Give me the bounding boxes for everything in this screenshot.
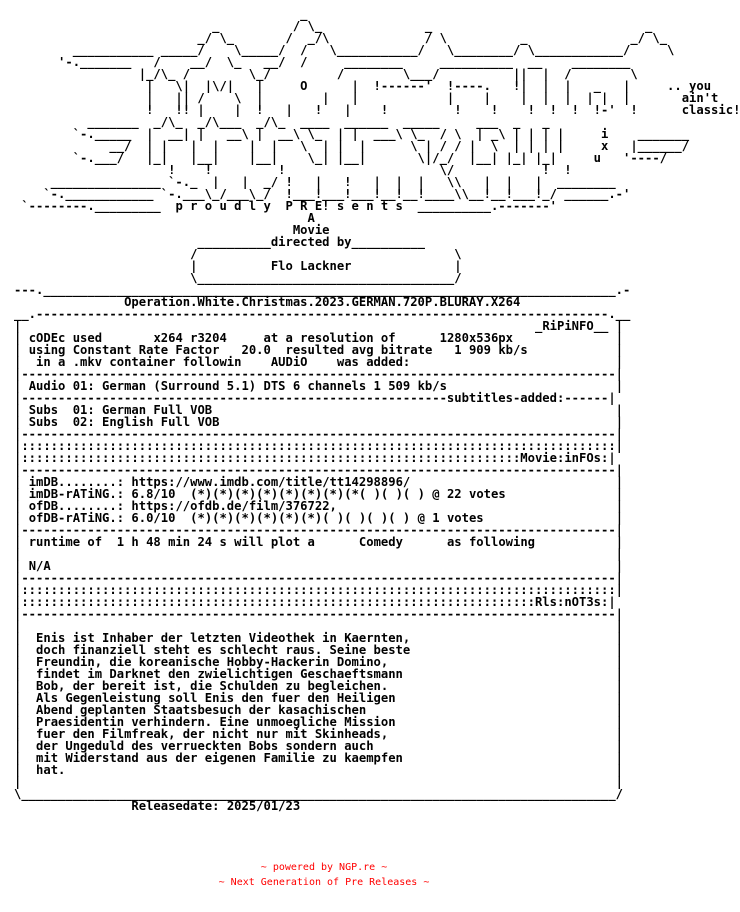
section-release-notes: Rls:nOT3s: bbox=[534, 595, 609, 609]
ascii-art-line: _______ _/\_ _/\___ _/\_ ____ ______ _____ ___ _ _ bbox=[14, 115, 624, 129]
release-notes-line: Als Gegenleistung soll Enis den fuer den Heiligen bbox=[36, 691, 396, 705]
release-notes-line: Bob, der bereit ist, die Schulden zu begleichen. bbox=[36, 679, 389, 693]
nfo-text-block: _ _ / \_ _ _ _/ \_ / _/\ / \ _ _/ \_ ___________ _____/ \_____/ / \___________/ \________/ \____________/ \ '-._______ / __/ \_ __/ / ________ __________ __ ________ |_/\_ / \_/ / \___/ || | / \ | \| |\/| | O | !------' !----. !| | | _ | .. you | || / \ | | | | | | | | | | | ain't ! !! | | ! | ! | ! ! ! ! ! ! !-' ! classic! _______ _/\_ _/\___ _/\_ ____ ______ _____ ___ _ _ `-._____ | __| | __\ | __\ \_ | | ___\ \_ / \ | _\ | | | | i _______ __/ | | | | | | \ | | | \ | / / | \ | | | | x |______/ `-.___/ |_| |__| |__| \_| |__| \|/_/ |__| |_| |_| u '----/ ! ! ! \/ ! ! _______________ `-._ | | _/ ! | ! | | | \\ | | | ________ `-.____________ `-.___\_/___\_/ !___!___!___!__!__!____\\__!__!___!_/ ______.-' `--------._________ p r o u d l y P R E! s e n t s __________.-------' A Movie __________directed by__________ / \ | Flo Lackner | \___________________________________/ ---.______________________________________________________________________________.- Operation.White.Christmas.2023.GERMAN.720P.BLURAY.X264 __.------------------------------------------------------------------------------.__ | _RiPiNFO__ | | cODEc used x264 r3204 at a resolution of 1280x536px | | using Constant Rate Factor 20.0 resulted avg bitrate 1 909 kb/s | | in a .mkv container followin AUDiO was added: | |---------------------------------------------------------------------------------| | Audio 01: German (Surround 5.1) DTS 6 channels 1 509 kb/s | |----------------------------------------------------------subtitles-added:------| | Subs 01: German Full VOB | | Subs 02: English Full VOB | |---------------------------------------------------------------------------------| |:::::::::::::::::::::::::::::::::::::::::::::::::::::::::::::::::::::::::::::::::| |::::::::::::::::::::::::::::::::::::::::::::::::::::::::::::::::::::Movie:inFOs:| |---------------------------------------------------------------------------------| | imDB........: https://www.imdb.com/title/tt14298896/ | | imDB-rATiNG.: 6.8/10 (*)(*)(*)(*)(*)(*)(*)(*( )( )( ) @ 22 votes | | ofDB........: https://ofdb.de/film/376722, | | ofDB-rATiNG.: 6.0/10 (*)(*)(*)(*)(*)(*)( )( )( )( ) @ 1 votes | |---------------------------------------------------------------------------------| | runtime of 1 h 48 min 24 s will plot a Comedy as following | | | | N/A | |---------------------------------------------------------------------------------| |:::::::::::::::::::::::::::::::::::::::::::::::::::::::::::::::::::::::::::::::::| |::::::::::::::::::::::::::::::::::::::::::::::::::::::::::::::::::::::Rls:nOT3s:| |---------------------------------------------------------------------------------| | | | Enis ist Inhaber der letzten Videothek in Kaernten, | | doch finanziell steht es schlecht raus. Seine beste | | Freundin, die koreanische Hobby-Hackerin Domino, | | findet im Darknet den zwielichtigen Geschaeftsmann | | Bob, der bereit ist, die Schulden zu begleichen. | | Als Gegenleistung soll Enis den fuer den Heiligen | | Abend geplanten Staatsbesuch der kasachischen | | Praesidentin verhindern. Eine unmoegliche Mission | | fuer den Filmfreak, der nicht nur mit Skinheads, | | der Ungeduld des verrueckten Bobs sondern auch | | mit Widerstand aus der eigenen Familie zu kaempfen | | hat. | | | \_________________________________________________________________________________/ Releasedate: 2025/01/23 bbox=[14, 7, 740, 813]
ascii-art-line: _/ \_ / _/\ / \ _ _/ \_ bbox=[14, 31, 668, 45]
imdb-rating-value: 6.8/10 bbox=[131, 487, 176, 501]
presents-movie: Movie bbox=[292, 223, 330, 237]
release-notes-line: Enis ist Inhaber der letzten Videothek in Kaernten, bbox=[36, 631, 411, 645]
release-notes-line: findet im Darknet den zwielichtigen Geschaeftsmann bbox=[36, 667, 403, 681]
ofdb-label: ofDB........: bbox=[28, 499, 125, 513]
bitrate-label: resulted avg bitrate bbox=[285, 343, 433, 357]
crf-label: using Constant Rate Factor bbox=[28, 343, 220, 357]
release-notes-line: Abend geplanten Staatsbesuch der kasachischen bbox=[36, 703, 367, 717]
section-subtitles: subtitles-added: bbox=[446, 391, 565, 405]
ascii-art-line: ! ! ! \/ ! ! bbox=[14, 163, 572, 177]
ascii-art-line: _ / \_ _ _ bbox=[14, 19, 653, 33]
ascii-art-line: __/ | | | | | | \ | | | \ | / / | \ | | | | x |______/ bbox=[14, 139, 690, 153]
added-text: was added: bbox=[336, 355, 411, 369]
imdb-votes: @ 22 votes bbox=[432, 487, 506, 501]
codec-label: cODEc used bbox=[28, 331, 103, 345]
ofdb-votes: @ 1 votes bbox=[417, 511, 484, 525]
ascii-art-line: | \| |\/| | O | !------' !----. !| | | _ | .. you bbox=[14, 79, 712, 93]
director-name: Flo Lackner bbox=[270, 259, 352, 273]
release-notes-line: Praesidentin verhindern. Eine unmoegliche Mission bbox=[36, 715, 396, 729]
imdb-label: imDB........: bbox=[28, 475, 125, 489]
directed-by-label: directed by bbox=[270, 235, 352, 249]
release-notes-line: mit Widerstand aus der eigenen Familie zu kaempfen bbox=[36, 751, 403, 765]
release-notes-line: Freundin, die koreanische Hobby-Hackerin Domino, bbox=[36, 655, 389, 669]
resolution-value: 1280x536px bbox=[439, 331, 513, 345]
ascii-art-line: _______________ `-._ | | _/ ! | ! | | | \\ | | | ________ bbox=[14, 175, 616, 189]
section-movie-info: Movie:inFOs: bbox=[520, 451, 609, 465]
ascii-art-line: `-.___/ |_| |__| |__| \_| |__| \|/_/ |__| |_| |_| u '----/ bbox=[14, 151, 668, 165]
ascii-art-line: ___________ _____/ \_____/ / \___________/ \________/ \____________/ \ bbox=[14, 43, 675, 57]
footer-tagline: ~ Next Generation of Pre Releases ~ bbox=[218, 877, 430, 888]
imdb-rating-label: imDB-rATiNG.: bbox=[28, 487, 125, 501]
ofdb-url: https://ofdb.de/film/376722, bbox=[131, 499, 337, 513]
subtitle-track-1: Subs 01: German Full VOB bbox=[28, 403, 213, 417]
imdb-rating-stars: (*)(*)(*)(*)(*)(*)(*)(*( )( )( ) bbox=[190, 487, 425, 501]
container-text: in a .mkv container followin bbox=[36, 355, 242, 369]
ascii-art-line: |_/\_ / \_/ / \___/ || | / \ bbox=[14, 67, 638, 81]
ofdb-rating-value: 6.0/10 bbox=[131, 511, 176, 525]
release-notes-line: der Ungeduld des verrueckten Bobs sondern auch bbox=[36, 739, 374, 753]
codec-value: x264 r3204 bbox=[153, 331, 227, 345]
ofdb-rating-stars: (*)(*)(*)(*)(*)(*)( )( )( )( ) bbox=[190, 511, 411, 525]
imdb-url: https://www.imdb.com/title/tt14298896/ bbox=[131, 475, 411, 489]
bitrate-value: 1 909 kb/s bbox=[454, 343, 528, 357]
release-name: Operation.White.Christmas.2023.GERMAN.720P.BLURAY.X264 bbox=[124, 295, 521, 309]
release-notes-line: hat. bbox=[36, 763, 66, 777]
ofdb-rating-label: ofDB-rATiNG.: bbox=[28, 511, 125, 525]
release-date-value: 2025/01/23 bbox=[226, 799, 301, 813]
as-following: as following bbox=[446, 535, 536, 549]
resolution-label: at a resolution of bbox=[263, 331, 396, 345]
ascii-art-line: ! !! | | ! | ! | ! ! ! ! ! ! !-' ! classic! bbox=[14, 103, 740, 117]
ascii-art-line: _ bbox=[14, 7, 440, 21]
subtitle-track-2: Subs 02: English Full VOB bbox=[28, 415, 220, 429]
presents-a: A bbox=[307, 211, 315, 225]
genre-value: Comedy bbox=[358, 535, 403, 549]
runtime-text: runtime of 1 h 48 min 24 s will plot a bbox=[28, 535, 315, 549]
ascii-art-line: `-._____ | __| | __\ | __\ \_ | | ___\ \_ / \ | _\ | | | | i _______ bbox=[14, 127, 690, 141]
section-ripinfo: RiPiNFO bbox=[542, 319, 594, 333]
ascii-art-line: '-._______ / __/ \_ __/ / ________ __________ __ ________ bbox=[14, 55, 653, 69]
crf-value: 20.0 bbox=[241, 343, 271, 357]
release-notes-line: doch finanziell steht es schlecht raus. Seine beste bbox=[36, 643, 411, 657]
plot-short: N/A bbox=[28, 559, 51, 573]
ascii-art-line: | || / \ | | | | | | | | | | | ain't bbox=[14, 91, 719, 105]
footer-powered-by: ~ powered by NGP.re ~ bbox=[260, 862, 388, 873]
audio-label: AUDiO bbox=[270, 355, 308, 369]
footer bbox=[0, 860, 648, 890]
proudly-presents: p r o u d l y P R E! s e n t s bbox=[175, 199, 403, 213]
release-date-label: Releasedate: bbox=[131, 799, 220, 813]
ascii-art-line: `-.____________ `-.___\_/___\_/ !___!___!___!__!__!____\\__!__!___!_/ ______.-' bbox=[14, 187, 631, 201]
audio-track-line: Audio 01: German (Surround 5.1) DTS 6 channels 1 509 kb/s bbox=[28, 379, 447, 393]
release-notes-line: fuer den Filmfreak, der nicht nur mit Skinheads, bbox=[36, 727, 389, 741]
